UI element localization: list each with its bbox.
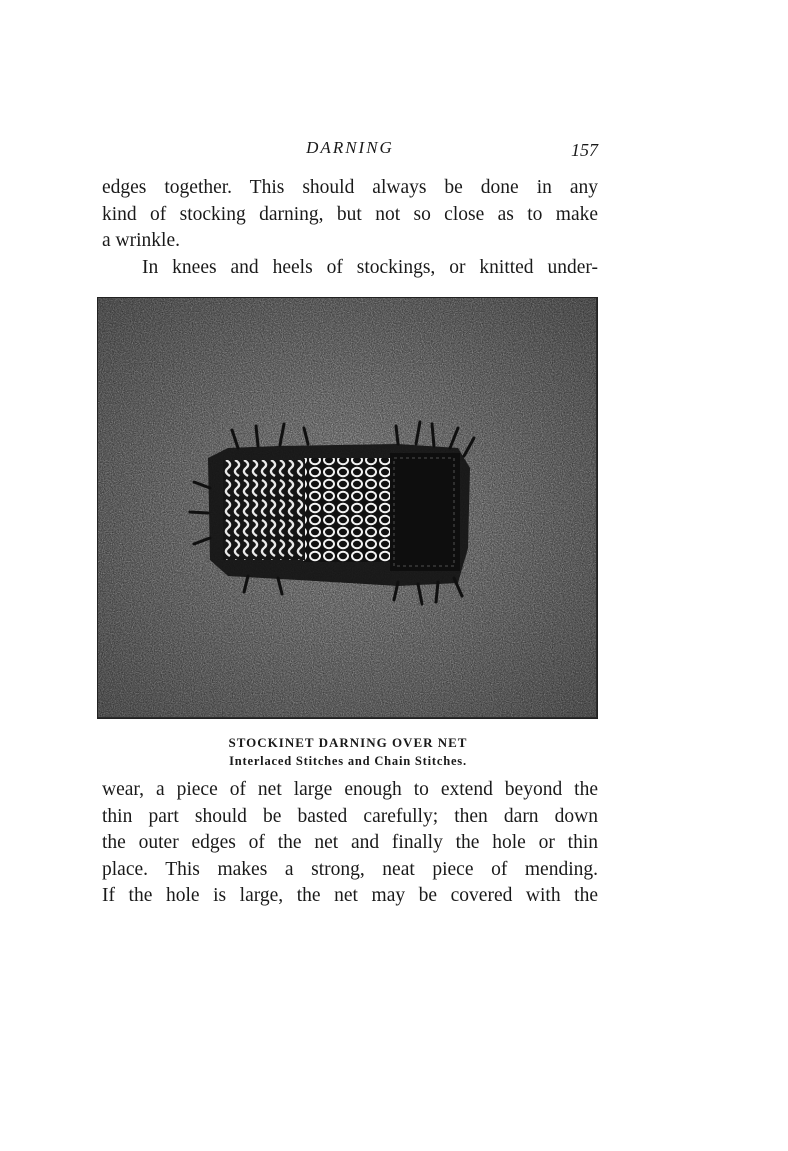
paragraph-3 <box>102 777 598 910</box>
darning-photograph <box>97 297 598 719</box>
text-line: kind of stocking darning, but not so close as to make <box>102 203 598 225</box>
text-line: place. This makes a strong, neat piece of mending. <box>102 858 598 880</box>
text-line: wear, a piece of net large enough to extend beyond the <box>102 779 598 800</box>
figure-caption-subtitle: Interlaced Stitches and Chain Stitches. <box>229 754 467 768</box>
text-line: thin part should be basted carefully; then darn down <box>102 805 598 827</box>
page-number: 157 <box>571 140 598 160</box>
paragraph-1 <box>102 175 598 255</box>
text-line: the outer edges of the net and finally the hole or thin <box>102 832 598 853</box>
text-line: edges together. This should always be done in any <box>102 177 598 198</box>
figure-caption-title: STOCKINET DARNING OVER NET <box>228 735 468 750</box>
text-line: If the hole is large, the net may be covered with the <box>102 885 598 906</box>
text-line: In knees and heels of stockings, or knitted under- <box>142 257 598 278</box>
paragraph-2 <box>102 255 598 282</box>
running-title: DARNING <box>306 138 394 157</box>
running-head <box>100 138 600 162</box>
text-line: a wrinkle. <box>102 230 180 251</box>
